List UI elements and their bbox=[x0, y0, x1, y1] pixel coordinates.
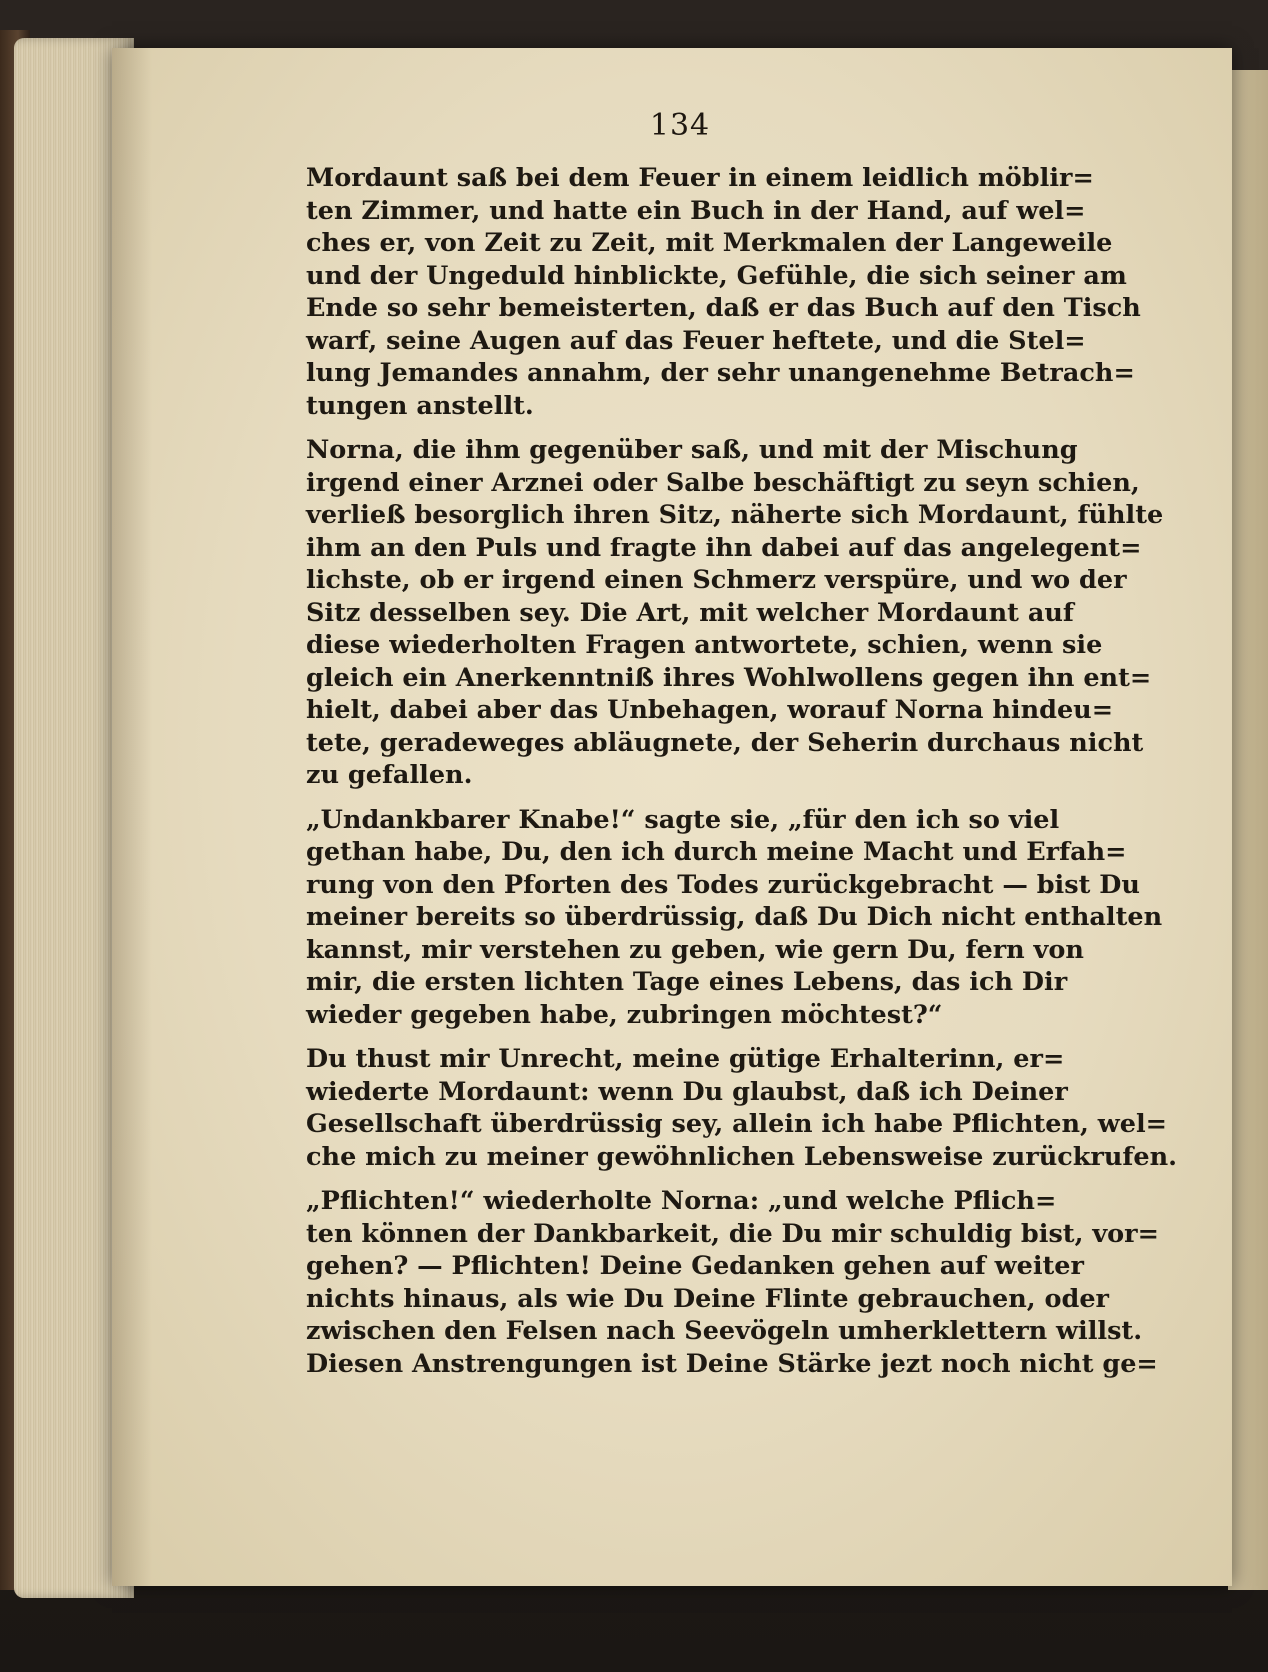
gutter-shadow bbox=[112, 48, 152, 1586]
paragraph-4 bbox=[248, 1043, 1192, 1173]
text-line: warf, seine Augen auf das Feuer heftete, und die Stel= bbox=[306, 325, 1086, 356]
text-line: lung Jemandes annahm, der sehr unangenehme Betrach= bbox=[306, 358, 1135, 388]
text-line: „Pflichten!“ wiederholte Norna: „und welche Pflich= bbox=[306, 1186, 1057, 1216]
text-line: wiederte Mordaunt: wenn Du glaubst, daß ich Deiner bbox=[306, 1076, 1068, 1107]
paragraph-1 bbox=[248, 162, 1192, 422]
text-line: zwischen den Felsen nach Seevögeln umherklettern willst. bbox=[306, 1316, 1143, 1346]
text-line: und der Ungeduld hinblickte, Gefühle, die sich seiner am bbox=[306, 260, 1127, 291]
page-body-text bbox=[248, 162, 1192, 1392]
text-line: ihm an den Puls und fragte ihn dabei auf das angelegent= bbox=[306, 532, 1142, 563]
text-line: Du thust mir Unrecht, meine gütige Erhalterinn, er= bbox=[306, 1044, 1065, 1074]
facing-page-edge bbox=[1228, 70, 1268, 1590]
text-line: zu gefallen. bbox=[306, 760, 473, 790]
text-line: nichts hinaus, als wie Du Deine Flinte gebrauchen, oder bbox=[306, 1283, 1109, 1314]
paragraph-3 bbox=[248, 804, 1192, 1032]
text-line: Gesellschaft überdrüssig sey, allein ich habe Pflichten, wel= bbox=[306, 1109, 1168, 1139]
text-line: meiner bereits so überdrüssig, daß Du Dich nicht enthalten bbox=[306, 902, 1163, 932]
text-line: tungen anstellt. bbox=[306, 390, 534, 421]
paragraph-5 bbox=[248, 1185, 1192, 1380]
text-line: wieder gegeben habe, zubringen möchtest?“ bbox=[306, 999, 943, 1030]
text-line: ten können der Dankbarkeit, die Du mir schuldig bist, vor= bbox=[306, 1218, 1159, 1249]
text-line: Diesen Anstrengungen ist Deine Stärke jezt noch nicht ge= bbox=[306, 1348, 1158, 1379]
text-line: Mordaunt saß bei dem Feuer in einem leidlich möblir= bbox=[306, 163, 1094, 193]
text-line: kannst, mir verstehen zu geben, wie gern Du, fern von bbox=[306, 934, 1084, 965]
text-line: ches er, von Zeit zu Zeit, mit Merkmalen der Langeweile bbox=[306, 228, 1113, 258]
text-line: diese wiederholten Fragen antwortete, schien, wenn sie bbox=[306, 630, 1103, 660]
text-line: mir, die ersten lichten Tage eines Lebens, das ich Dir bbox=[306, 967, 1068, 997]
text-line: hielt, dabei aber das Unbehagen, worauf Norna hindeu= bbox=[306, 695, 1114, 725]
page-number: 134 bbox=[649, 108, 711, 143]
text-line: rung von den Pforten des Todes zurückgebracht — bist Du bbox=[306, 869, 1140, 900]
text-line: Ende so sehr bemeisterten, daß er das Buch auf den Tisch bbox=[306, 293, 1141, 323]
text-line: gleich ein Anerkenntniß ihres Wohlwollens gegen ihn ent= bbox=[306, 662, 1152, 693]
text-line: che mich zu meiner gewöhnlichen Lebensweise zurückrufen. bbox=[306, 1141, 1178, 1172]
text-line: „Undankbarer Knabe!“ sagte sie, „für den ich so viel bbox=[306, 804, 1060, 835]
text-line: tete, geradeweges abläugnete, der Seherin durchaus nicht bbox=[306, 727, 1144, 758]
text-line: verließ besorglich ihren Sitz, näherte sich Mordaunt, fühlte bbox=[306, 500, 1164, 530]
text-line: ten Zimmer, und hatte ein Buch in der Hand, auf wel= bbox=[306, 195, 1086, 226]
text-line: lichste, ob er irgend einen Schmerz verspüre, und wo der bbox=[306, 565, 1127, 595]
text-line: gehen? — Pflichten! Deine Gedanken gehen auf weiter bbox=[306, 1251, 1084, 1281]
text-line: gethan habe, Du, den ich durch meine Macht und Erfah= bbox=[306, 837, 1127, 867]
paragraph-2 bbox=[248, 434, 1192, 792]
text-line: Norna, die ihm gegenüber saß, und mit der Mischung bbox=[306, 435, 1078, 465]
text-line: Sitz desselben sey. Die Art, mit welcher Mordaunt auf bbox=[306, 597, 1074, 628]
text-line: irgend einer Arznei oder Salbe beschäftigt zu seyn schien, bbox=[306, 467, 1140, 498]
